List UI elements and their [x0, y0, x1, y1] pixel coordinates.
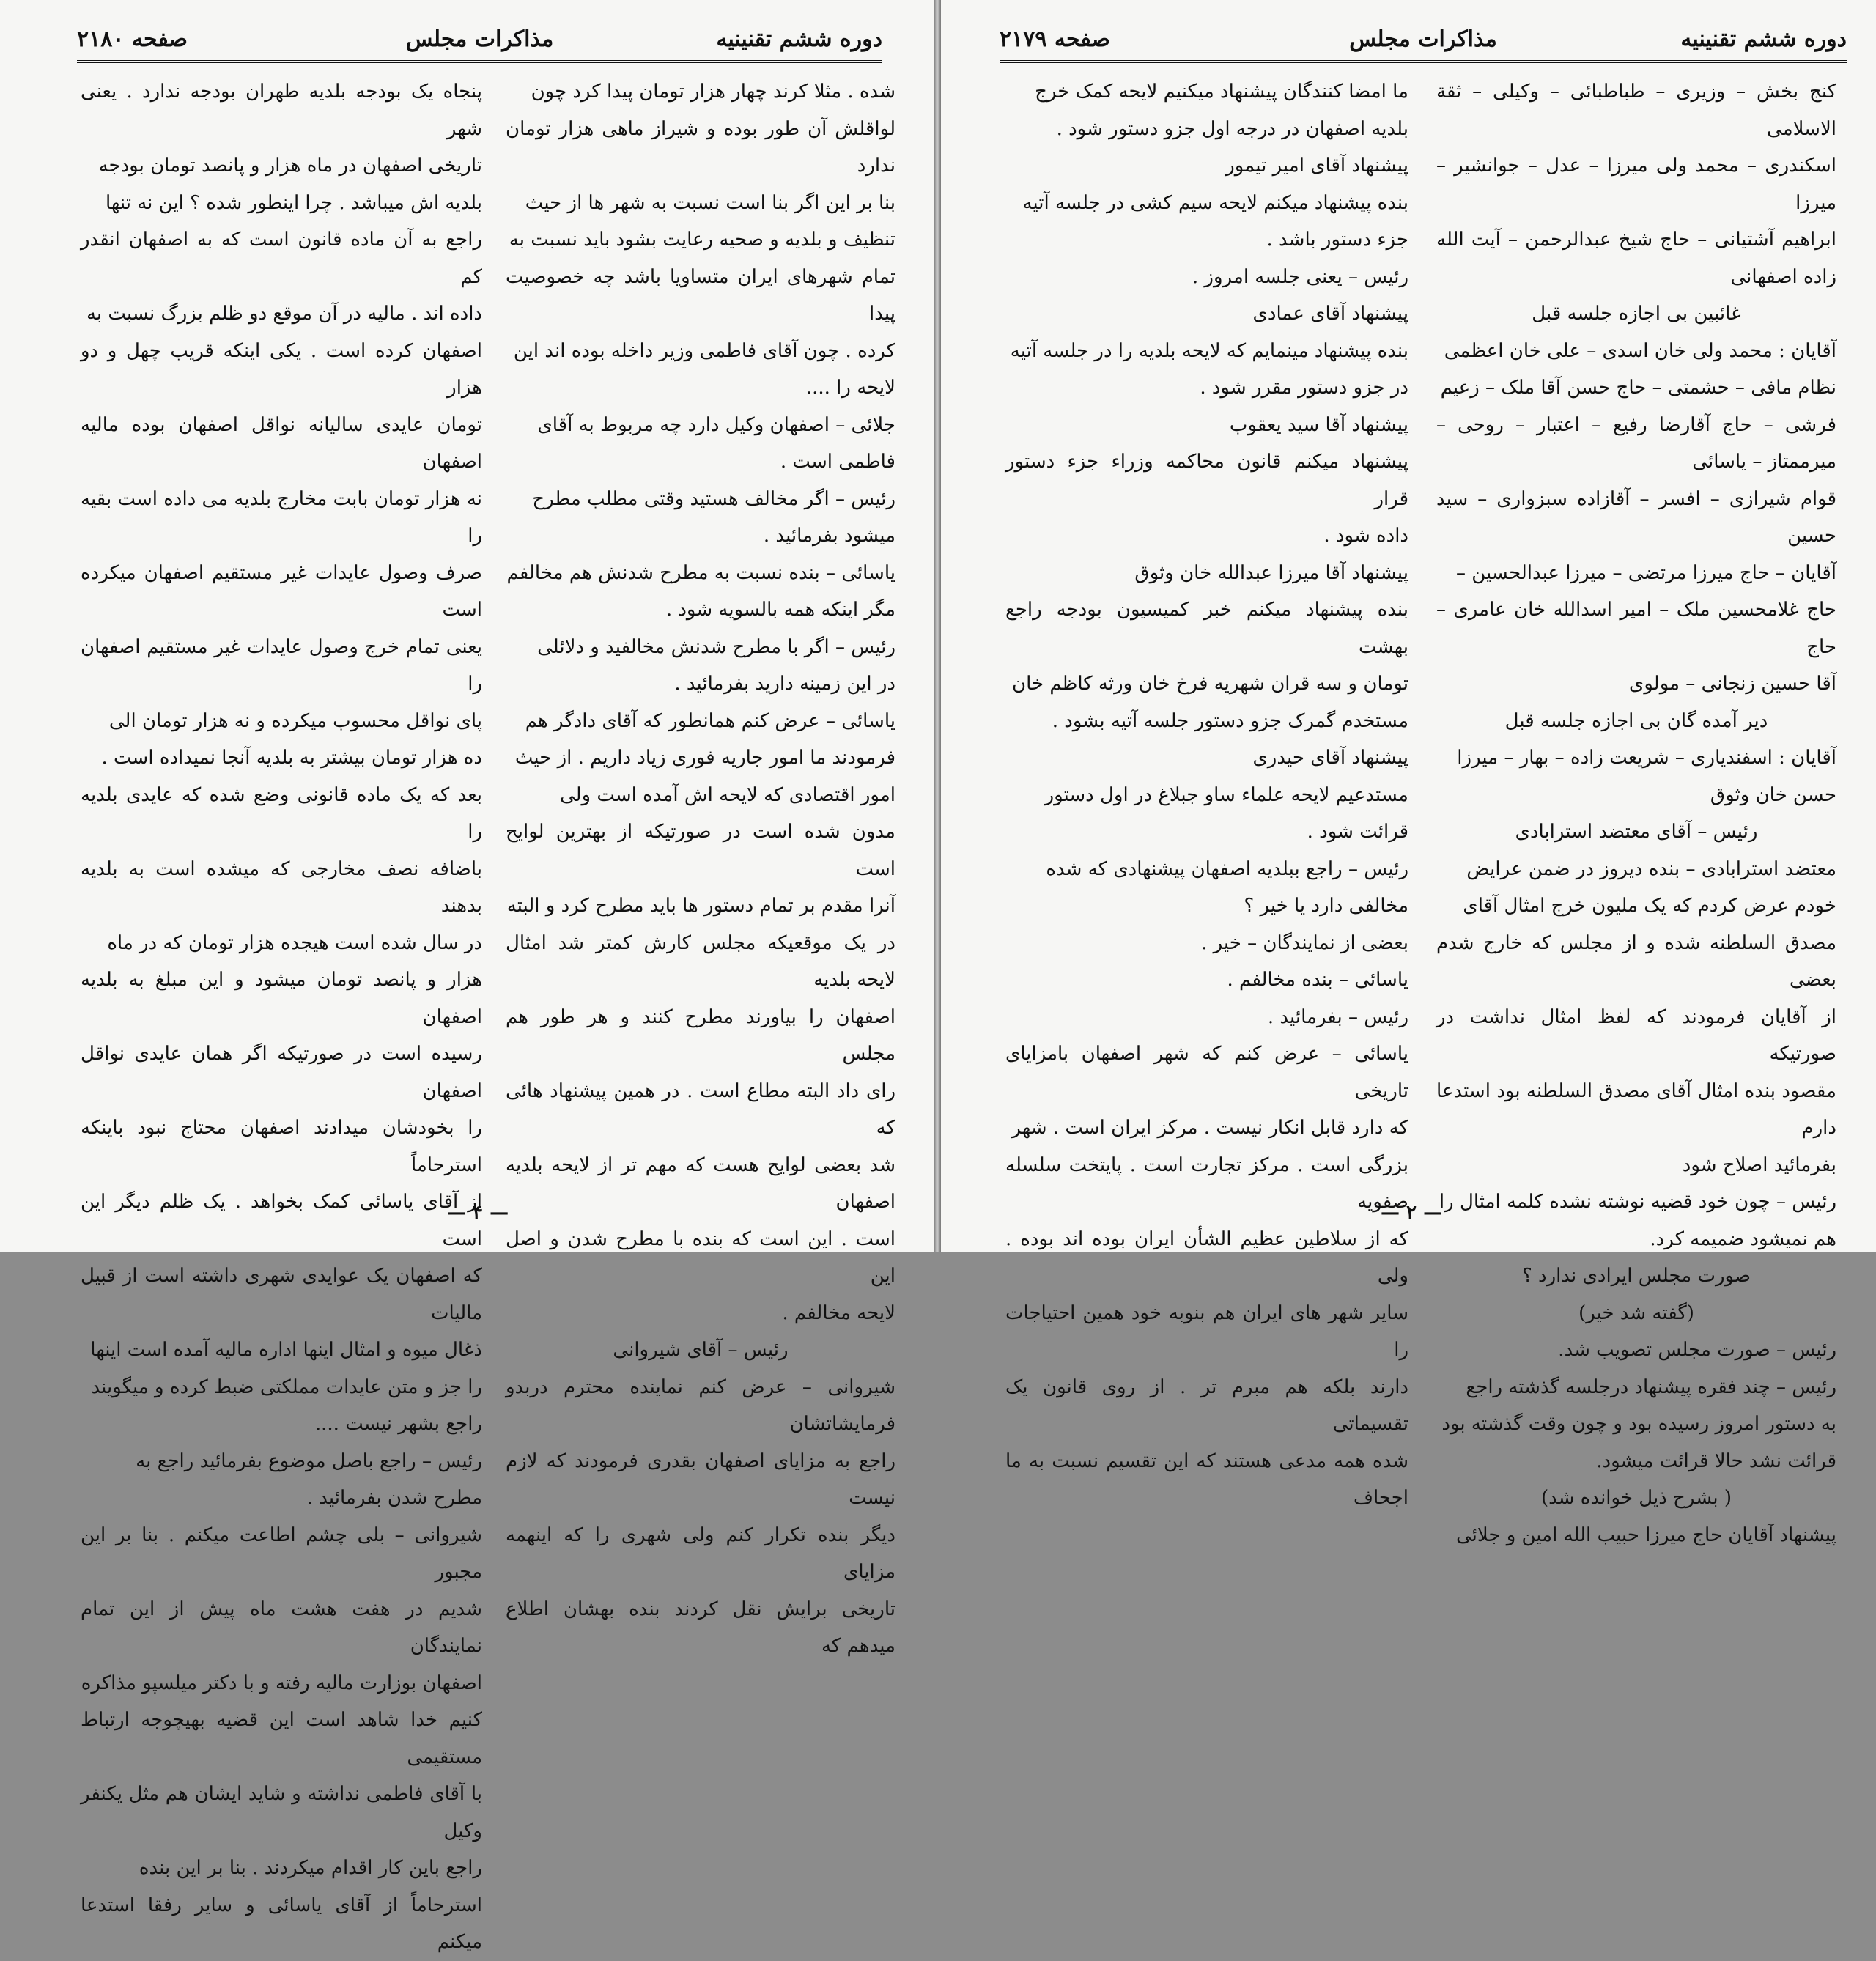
text-line: استرحاماً از آقای یاسائی و سایر رفقا استدعا میکنم — [81, 1894, 482, 1953]
text-line: قوام شیرازی – افسر – آقازاده سبزواری – سید حسین — [1436, 487, 1836, 547]
text-line: جزء دستور باشد . — [1266, 229, 1408, 251]
text-line: شیروانی – بلی چشم اطاعت میکنم . بنا بر این مجبور — [81, 1524, 482, 1583]
text-line: یاسائی – عرض کنم همانطور که آقای دادگر هم — [525, 709, 895, 732]
text-line: مگر اینکه همه بالسویه شود . — [665, 599, 895, 621]
text-line: ذغال میوه و امثال اینها اداره مالیه آمده است اینها — [90, 1339, 482, 1361]
text-line: شد بعضی لوایح هست که مهم تر از لایحه بلدیه اصفهان — [506, 1153, 895, 1213]
text-line: که از سلاطین عظیم الشأن ایران بوده اند بوده . ولی — [1005, 1227, 1408, 1287]
text-line: راجع بشهر نیست .... — [314, 1413, 482, 1435]
text-line: هم نمیشود ضمیمه کرد. — [1650, 1227, 1836, 1250]
text-line: راجع باین کار اقدام میکردند . بنا بر این بنده — [139, 1857, 482, 1879]
text-line: آقایان – حاج میرزا مرتضی – میرزا عبدالحسین – — [1455, 561, 1836, 584]
text-line: ابراهیم آشتیانی – حاج شیخ عبدالرحمن – آیت الله زاده اصفهانی — [1436, 229, 1836, 288]
text-line: ده هزار تومان بیشتر به بلدیه آنجا نمیداده است . — [101, 747, 482, 769]
text-line: بلدیه اش میباشد . چرا اینطور شده ؟ این نه تنها — [105, 191, 482, 214]
text-line: رئیس – یعنی جلسه امروز . — [1192, 265, 1408, 288]
text-line: آقایان : اسفندیاری – شریعت زاده – بهار – میرزا — [1457, 747, 1836, 769]
page-footer: — ۲ — — [1381, 1202, 1443, 1224]
header-page-number: صفحه ۲۱۷۹ — [1000, 26, 1110, 52]
text-line: رئیس – بفرمائید . — [1267, 1005, 1408, 1028]
text-line: رئیس – چون خود قضیه نوشته نشده کلمه امثال را — [1439, 1191, 1836, 1213]
text-line: بنده پیشنهاد میکنم لایحه سیم کشی در جلسه آتیه — [1022, 191, 1408, 214]
text-line: یعنی تمام خرج وصول عایدات غیر مستقیم اصفهان را — [81, 635, 482, 695]
left-page-left-column — [81, 73, 482, 1953]
right-page — [941, 0, 1876, 1546]
header-title: مذاکرات مجلس — [1349, 26, 1497, 52]
text-line: قرائت نشد حالا قرائت میشود. — [1596, 1449, 1836, 1472]
header-session: دوره ششم تقنینیه — [716, 26, 882, 52]
right-page-left-column — [1005, 73, 1408, 1509]
text-line: شدیم در هفت هشت ماه پیش از این تمام نمایندگان — [81, 1598, 482, 1657]
text-line: رئیس – آقای معتضد استرابادی — [1515, 821, 1758, 843]
text-line: مدون شده است در صورتیکه از بهترین لوایح است — [506, 821, 895, 880]
text-line: رای داد البته مطاع است . در همین پیشنهاد هائی که — [506, 1079, 895, 1139]
text-line: تاریخی برایش نقل کردند بنده بهشان اطلاع میدهم که — [506, 1598, 895, 1657]
header-session: دوره ششم تقنینیه — [1680, 26, 1847, 52]
text-line: مقصود بنده امثال آقای مصدق السلطنه بود استدعا دارم — [1436, 1079, 1836, 1139]
text-line: غائبین بی اجازه جلسه قبل — [1532, 303, 1741, 325]
text-line: تومان عایدی سالیانه نواقل اصفهان بوده مالیه اصفهان — [81, 413, 482, 473]
text-line: بفرمائید اصلاح شود — [1682, 1153, 1836, 1176]
text-line: بنده پیشنهاد میکنم خبر کمیسیون بودجه راجع بهشت — [1005, 599, 1408, 658]
text-line: رئیس – راجع باصل موضوع بفرمائید راجع به — [136, 1449, 482, 1472]
text-line: پیشنهاد آقای عمادی — [1252, 303, 1408, 325]
text-line: لایحه را .... — [805, 377, 895, 399]
text-line: شده . مثلا کرند چهار هزار تومان پیدا کرد چون — [531, 81, 895, 103]
text-line: فاطمی است . — [780, 451, 895, 473]
header-title: مذاکرات مجلس — [405, 26, 554, 52]
text-line: بزرگی است . مرکز تجارت است . پایتخت سلسله صفویه — [1005, 1153, 1408, 1213]
text-line: رئیس – صورت مجلس تصویب شد. — [1558, 1339, 1836, 1361]
text-line: داده شود . — [1323, 525, 1408, 547]
text-line: مخالفی دارد یا خیر ؟ — [1244, 895, 1408, 917]
text-line: مستخدم گمرک جزو دستور جلسه آتیه بشود . — [1052, 709, 1408, 732]
text-line: اصفهان کرده است . یکی اینکه قریب چهل و دو هزار — [81, 339, 482, 399]
text-line: ما امضا کنندگان پیشنهاد میکنیم لایحه کمک خرج — [1035, 81, 1408, 103]
text-line: رئیس – راجع ببلدیه اصفهان پیشنهادی که شده — [1046, 857, 1408, 880]
text-line: هزار و پانصد تومان میشود و این مبلغ به بلدیه اصفهان — [81, 969, 482, 1028]
text-line: صورت مجلس ایرادی ندارد ؟ — [1521, 1265, 1751, 1287]
text-line: آقایان : محمد ولی خان اسدی – علی خان اعظمی — [1444, 339, 1836, 362]
text-line: راجع به آن ماده قانون است که به اصفهان انقدر کم — [81, 229, 482, 288]
text-line: بنده پیشنهاد مینمایم که لایحه بلدیه را در جلسه آتیه — [1010, 339, 1408, 362]
text-line: قرائت شود . — [1307, 821, 1408, 843]
text-line: رئیس – اگر مخالف هستید وقتی مطلب مطرح — [532, 487, 895, 510]
text-line: در سال شده است هیجده هزار تومان که در ماه — [107, 931, 482, 954]
left-page — [0, 0, 934, 1953]
text-line: آقا حسین زنجانی – مولوی — [1628, 673, 1836, 695]
text-line: دیر آمده گان بی اجازه جلسه قبل — [1504, 709, 1768, 732]
text-line: بعد که یک ماده قانونی وضع شده که عایدی بلدیه را — [81, 783, 482, 843]
text-line: تومان و سه قران شهریه فرخ خان ورثه کاظم خان — [1012, 673, 1408, 695]
text-line: بعضی از نمایندگان – خیر . — [1201, 931, 1408, 954]
text-line: شیروانی – عرض کنم نماینده محترم دربدو فرمایشاتشان — [506, 1375, 895, 1435]
text-line: پیشنهاد آقایان حاج میرزا حبیب الله امین و جلائی — [1455, 1524, 1836, 1546]
text-line: فرشی – حاج آقارضا رفیع – اعتبار – روحی – میرممتاز – یاسائی — [1436, 413, 1836, 473]
text-line: رئیس – آقای شیروانی — [613, 1339, 789, 1361]
text-line: مطرح شدن بفرمائید . — [306, 1487, 482, 1509]
text-line: یاسائی – بنده مخالفم . — [1227, 969, 1408, 991]
text-line: دیگر بنده تکرار کنم ولی شهری را که اینهمه مزایای — [506, 1524, 895, 1583]
text-line: تاریخی اصفهان در ماه هزار و پانصد تومان بودجه — [98, 155, 482, 177]
text-line: صرف وصول عایدات غیر مستقیم اصفهان میکرده است — [81, 561, 482, 621]
right-page-right-column — [1436, 73, 1836, 1546]
page-footer: — ۴ — — [447, 1202, 509, 1224]
text-line: نه هزار تومان بابت مخارج بلدیه می داده است بقیه را — [81, 487, 482, 547]
text-line: نظام مافی – حشمتی – حاج حسن آقا ملک – زعیم — [1440, 377, 1836, 399]
text-line: از آقایان فرمودند که لفظ امثال نداشت در صورتیکه — [1436, 1005, 1836, 1065]
text-line: با آقای فاطمی نداشته و شاید ایشان هم مثل یکنفر وکیل — [81, 1783, 482, 1842]
text-line: بلدیه اصفهان در درجه اول جزو دستور شود . — [1056, 117, 1408, 140]
text-line: راجع به مزایای اصفهان بقدری فرمودند که لازم نیست — [506, 1449, 895, 1509]
text-line: پیشنهاد آقا میرزا عبدالله خان وثوق — [1134, 561, 1408, 584]
text-line: لایحه مخالفم . — [782, 1301, 895, 1324]
text-line: پای نواقل محسوب میکرده و نه هزار تومان الی — [108, 709, 482, 732]
text-line: جلائی – اصفهان وکیل دارد چه مربوط به آقای — [537, 413, 895, 436]
right-page-header — [1000, 21, 1847, 63]
text-line: را بخودشان میدادند اصفهان محتاج نبود باینکه استرحاماً — [81, 1117, 482, 1176]
left-page-right-column — [506, 73, 895, 1657]
text-line: میشود بفرمائید . — [763, 525, 895, 547]
text-line: بنا بر این اگر بنا است نسبت به شهر ها از حیث — [525, 191, 895, 214]
text-line: تمام شهرهای ایران متساویا باشد چه خصوصیت پیدا — [506, 265, 895, 325]
text-line: خودم عرض کردم که یک ملیون خرج امثال آقای — [1463, 895, 1836, 917]
text-line: لواقلش آن طور بوده و شیراز ماهی هزار تومان ندارد — [506, 117, 895, 177]
text-line: کنیم خدا شاهد است این قضیه بهیچوجه ارتباط مستقیمی — [81, 1709, 482, 1768]
book-gutter — [934, 0, 941, 1252]
text-line: را جز و متن عایدات مملکتی ضبط کرده و میگویند — [91, 1375, 482, 1398]
text-line: کنج بخش – وزیری – طباطبائی – وکیلی – ثقة الاسلامی — [1436, 81, 1836, 140]
text-line: است . این است که بنده با مطرح شدن و اصل این — [506, 1227, 895, 1287]
text-line: در جزو دستور مقرر شود . — [1200, 377, 1408, 399]
text-line: اصفهان بوزارت مالیه رفته و با دکتر میلسپو مذاکره — [81, 1672, 482, 1694]
text-line: رسیده است در صورتیکه اگر همان عایدی نواقل اصفهان — [81, 1043, 482, 1102]
text-line: (گفته شد خیر) — [1578, 1301, 1694, 1324]
text-line: دارند بلکه هم مبرم تر . از روی قانون یک تقسیماتی — [1005, 1375, 1408, 1435]
text-line: در این زمینه دارید بفرمائید . — [674, 673, 895, 695]
text-line: معتضد استرابادی – بنده دیروز در ضمن عرایض — [1466, 857, 1836, 880]
text-line: یاسائی – بنده نسبت به مطرح شدنش هم مخالفم — [506, 561, 895, 584]
text-line: اسکندری – محمد ولی میرزا – عدل – جوانشیر – میرزا — [1436, 155, 1836, 214]
text-line: حاج غلامحسین ملک – امیر اسدالله خان عامری – حاج — [1436, 599, 1836, 658]
text-line: رئیس – چند فقره پیشنهاد درجلسه گذشته راجع — [1466, 1375, 1836, 1398]
text-line: ( بشرح ذیل خوانده شد) — [1540, 1487, 1732, 1509]
text-line: پیشنهاد میکنم قانون محاکمه وزراء جزء دستور قرار — [1005, 451, 1408, 510]
text-line: پیشنهاد آقای امیر تیمور — [1225, 155, 1408, 177]
text-line: که اصفهان یک عوایدی شهری داشته است از قبیل مالیات — [81, 1265, 482, 1324]
left-page-header — [77, 21, 882, 63]
text-line: رئیس – اگر با مطرح شدنش مخالفید و دلائلی — [537, 635, 895, 658]
text-line: پیشنهاد آقا سید یعقوب — [1229, 413, 1408, 436]
text-line: فرمودند ما امور جاریه فوری زیاد داریم . از حیث — [514, 747, 895, 769]
text-line: پیشنهاد آقای حیدری — [1252, 747, 1408, 769]
text-line: که دارد قابل انکار نیست . مرکز ایران است . شهر — [1011, 1117, 1408, 1139]
text-line: مستدعیم لایحه علماء ساو جبلاغ در اول دستور — [1044, 783, 1408, 806]
text-line: آنرا مقدم بر تمام دستور ها باید مطرح کرد و البته — [506, 895, 895, 917]
text-line: مصدق السلطنه شده و از مجلس که خارج شدم بعضی — [1436, 931, 1836, 991]
text-line: داده اند . مالیه در آن موقع دو ظلم بزرگ نسبت به — [86, 303, 482, 325]
text-line: یاسائی – عرض کنم که شهر اصفهان بامزایای تاریخی — [1005, 1043, 1408, 1102]
text-line: سایر شهر های ایران هم بنوبه خود همین احتیاجات را — [1005, 1301, 1408, 1361]
text-line: تنظیف و بلدیه و صحیه رعایت بشود باید نسبت به — [509, 229, 895, 251]
text-line: اصفهان را بیاورند مطرح کنند و هر طور هم مجلس — [506, 1005, 895, 1065]
text-line: به دستور امروز رسیده بود و چون وقت گذشته بود — [1441, 1413, 1836, 1435]
text-line: شده همه مدعی هستند که این تقسیم نسبت به ما اجحاف — [1005, 1449, 1408, 1509]
text-line: از آقای یاسائی کمک بخواهد . یک ظلم دیگر این است — [81, 1191, 482, 1250]
text-line: پنجاه یک بودجه بلدیه طهران بودجه ندارد . یعنی شهر — [81, 81, 482, 140]
text-line: حسن خان وثوق — [1710, 783, 1836, 806]
text-line: امور اقتصادی که لایحه اش آمده است ولی — [559, 783, 895, 806]
text-line: کرده . چون آقای فاطمی وزیر داخله بوده اند این — [513, 339, 895, 362]
text-line: در یک موقعیکه مجلس کارش کمتر شد امثال لایحه بلدیه — [506, 931, 895, 991]
text-line: باضافه نصف مخارجی که میشده است به بلدیه بدهند — [81, 857, 482, 917]
header-page-number: صفحه ۲۱۸۰ — [77, 26, 188, 52]
